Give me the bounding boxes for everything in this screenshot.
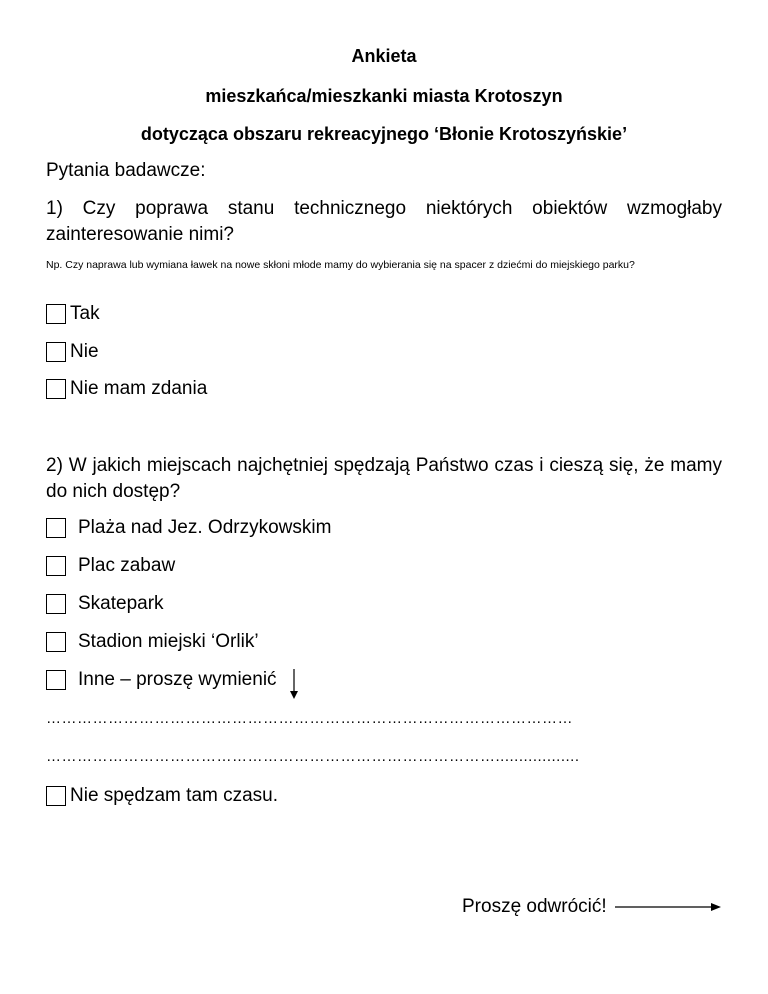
survey-title: Ankieta	[351, 46, 417, 66]
checkbox[interactable]	[46, 594, 66, 614]
checkbox[interactable]	[46, 556, 66, 576]
q2-option-orlik[interactable]	[46, 630, 259, 654]
option-label: Plac zabaw	[78, 555, 176, 576]
q1-option-nie[interactable]	[46, 340, 99, 364]
turn-over-text: Proszę odwrócić!	[462, 896, 607, 917]
option-label: Inne – proszę wymienić	[78, 669, 277, 690]
option-label: Plaża nad Jez. Odrzykowskim	[78, 517, 332, 538]
arrow-down-icon	[289, 669, 299, 699]
checkbox[interactable]	[46, 304, 66, 324]
survey-subtitle: mieszkańca/mieszkanki miasta Krotoszyn	[205, 86, 563, 106]
checkbox[interactable]	[46, 342, 66, 362]
checkbox[interactable]	[46, 670, 66, 690]
option-label: Nie mam zdania	[70, 378, 208, 399]
q1-option-nie-mam-zdania[interactable]	[46, 377, 207, 401]
question-1: 1) Czy poprawa stanu technicznego niektórych obiektów wzmogłaby zainteresowanie nimi?	[46, 198, 722, 245]
option-label: Skatepark	[78, 593, 164, 614]
arrow-right-icon	[615, 901, 721, 913]
checkbox[interactable]	[46, 786, 66, 806]
q2-option-inne[interactable]	[46, 668, 299, 692]
q2-option-plac-zabaw[interactable]	[46, 554, 175, 578]
checkbox[interactable]	[46, 379, 66, 399]
checkbox[interactable]	[46, 518, 66, 538]
q1-option-tak[interactable]	[46, 302, 100, 326]
write-in-line-2[interactable]: ……………………………………………………………………………..................	[46, 748, 580, 765]
question-2: 2) W jakich miejscach najchętniej spędzają Państwo czas i cieszą się, że mamy do nich dostęp?	[46, 455, 722, 502]
q2-option-skatepark[interactable]	[46, 592, 164, 616]
option-label: Stadion miejski ‘Orlik’	[78, 631, 259, 652]
q2-option-plaza[interactable]	[46, 516, 331, 540]
option-label: Tak	[70, 303, 100, 324]
checkbox[interactable]	[46, 632, 66, 652]
q2-option-nie-spedzam[interactable]	[46, 784, 278, 808]
option-label: Nie spędzam tam czasu.	[70, 785, 279, 806]
turn-over-note	[462, 894, 721, 920]
question-1-note: Np. Czy naprawa lub wymiana ławek na nowe skłoni młode mamy do wybierania się na spacer z dziećmi do miejskiego parku?	[46, 259, 635, 271]
survey-topic: dotycząca obszaru rekreacyjnego ‘Błonie Krotoszyńskie’	[140, 124, 628, 144]
write-in-line-1[interactable]: …………………………………………………………………………………………	[46, 710, 573, 727]
option-label: Nie	[70, 341, 99, 362]
section-heading: Pytania badawcze:	[46, 160, 206, 181]
